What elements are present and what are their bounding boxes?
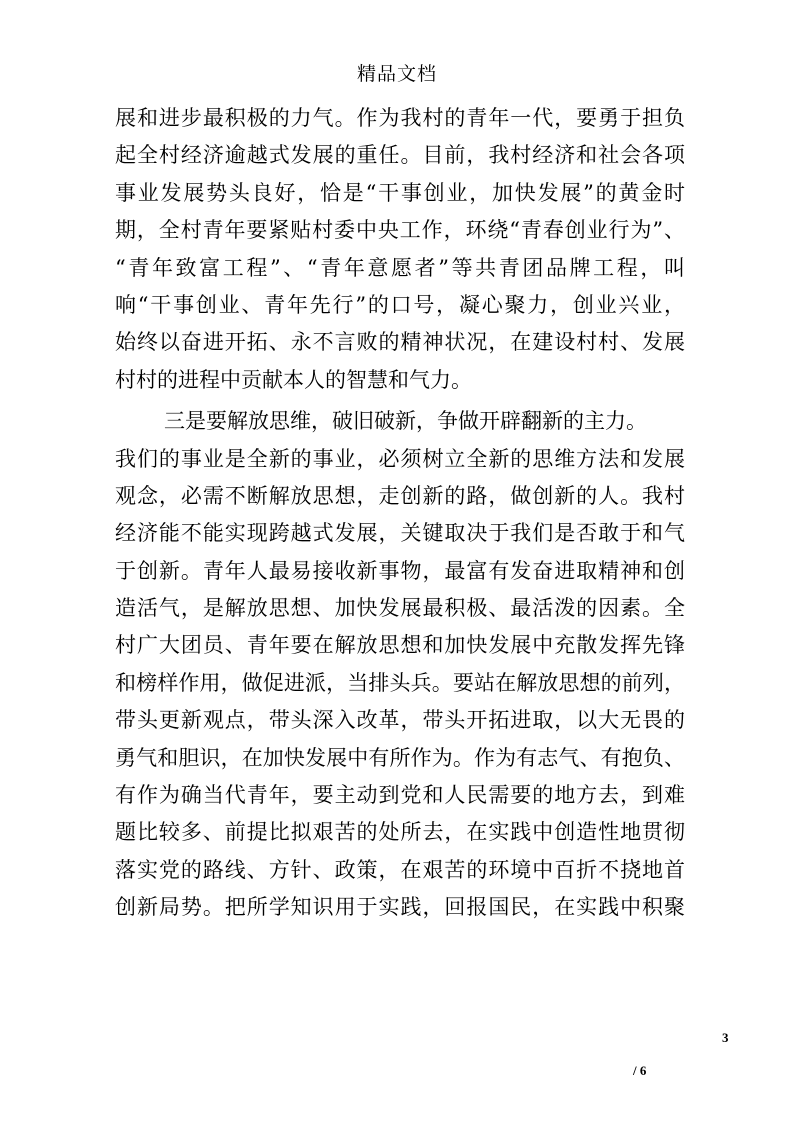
text-line: 经济能不能实现跨越式发展，关键取决于我们是否敢于和气 [115,521,685,546]
page-header-title: 精品文档 [356,63,437,85]
text-line: 带头更新观点，带头深入改革，带头开拓进取，以大无畏的 [115,708,685,733]
text-line: 有作为确当代青年，要主动到党和人民需要的地方去，到难 [115,783,685,808]
text-line: 落实党的路线、方针、政策，在艰苦的环境中百折不挠地首 [115,857,685,882]
text-line: 村广大团员、青年要在解放思想和加快发展中充散发挥先锋 [115,633,685,658]
text-line: 于创新。青年人最易接收新事物，最富有发奋进取精神和创 [115,558,685,583]
section-heading-line: 三是要解放思维，破旧破新，争做开辟翻新的主力。 [164,409,647,434]
text-line: 和榜样作用，做促进派，当排头兵。要站在解放思想的前列， [115,670,685,695]
text-line: 造活气，是解放思想、加快发展最积极、最活泼的因素。全 [115,596,685,621]
text-line: 题比较多、前提比拟艰苦的处所去，在实践中创造性地贯彻 [115,820,685,845]
text-line: “青年致富工程”、“青年意愿者”等共青团品牌工程，叫 [115,255,685,280]
page-total: / 6 [633,1063,647,1078]
text-line: 创新局势。把所学知识用于实践，回报国民，在实践中积聚 [115,895,685,920]
text-line: 展和进步最积极的力气。作为我村的青年一代，要勇于担负 [115,106,685,130]
text-line: 起全村经济逾越式发展的重任。目前，我村经济和社会各项 [115,143,685,168]
paragraph-1 [115,100,685,399]
text-line: 始终以奋进开拓、永不言败的精神状况，在建设村村、发展 [115,330,685,355]
text-line: 期，全村青年要紧贴村委中央工作，环绕“青春创业行为”、 [115,218,685,243]
text-line: 观念，必需不断解放思想，走创新的路，做创新的人。我村 [115,483,685,508]
document-body [115,100,685,927]
text-line: 响“干事创业、青年先行”的口号，凝心聚力，创业兴业， [115,292,685,317]
text-line: 村村的进程中贡献本人的智慧和气力。 [115,367,472,392]
paragraph-2 [115,403,685,926]
text-line: 勇气和胆识，在加快发展中有所作为。作为有志气、有抱负、 [115,745,685,770]
text-line: 我们的事业是全新的事业，必须树立全新的思维方法和发展 [115,446,685,471]
page-number: 3 [722,1030,729,1045]
text-line: 事业发展势头良好，恰是“干事创业，加快发展”的黄金时 [115,180,685,205]
